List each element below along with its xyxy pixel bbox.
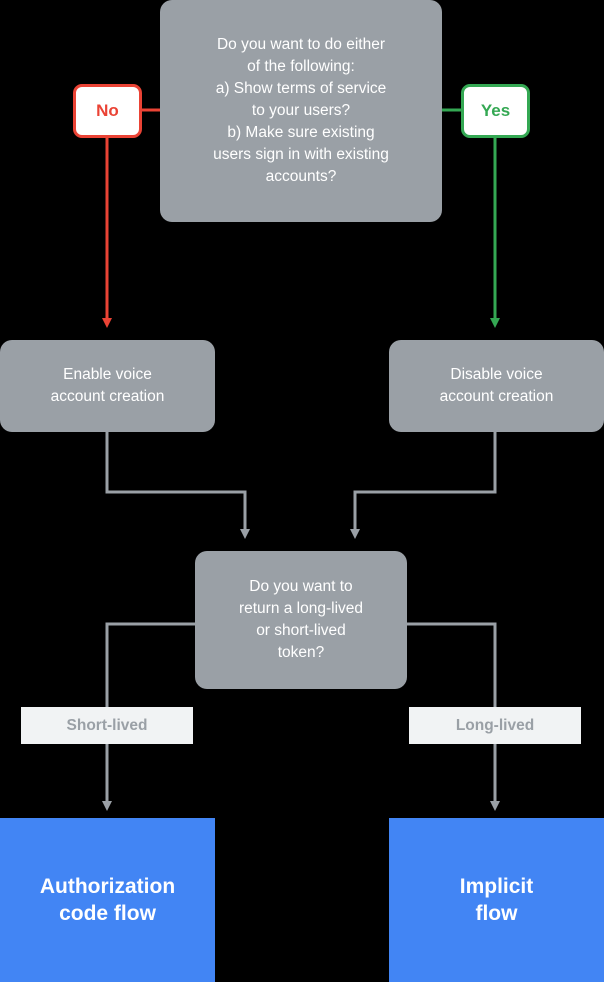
question-line: a) Show terms of service [215,80,387,97]
question-line: Do you want to do either [216,36,386,53]
question-line: to your users? [251,102,351,119]
label-long-lived-text: Long-lived [455,716,535,734]
node-top-question [160,0,442,222]
label-short-lived [21,707,193,744]
label-yes [461,84,530,138]
label-yes-text: Yes [480,101,511,120]
node-enable-voice-line1: Enable voice [63,366,152,383]
node-enable-voice-line2: account creation [50,388,165,405]
token-question-line: return a long-lived [238,600,364,617]
label-long-lived [409,707,581,744]
node-disable-voice-line1: Disable voice [450,366,543,383]
node-disable-voice-account-creation [389,340,604,432]
implicit-flow-line2: flow [475,902,518,925]
node-disable-voice-text [430,358,564,414]
label-no-text: No [96,101,119,120]
node-implicit-flow [389,818,604,982]
node-authorization-code-flow [0,818,215,982]
node-token-question [195,551,407,689]
token-question-line: Do you want to [249,578,353,595]
auth-flow-line2: code flow [59,902,156,925]
implicit-flow-line1: Implicit [459,874,534,898]
node-authorization-code-flow-text [40,873,175,928]
node-token-question-text [229,570,373,670]
token-question-line: or short-lived [256,622,346,639]
auth-flow-line1: Authorization [39,874,176,898]
label-no [73,84,142,138]
label-short-lived-text: Short-lived [66,716,148,734]
question-line: users sign in with existing [213,146,389,163]
token-question-line: token? [277,644,325,661]
node-implicit-flow-text [460,873,534,928]
question-line: accounts? [265,168,337,185]
node-enable-voice-text [41,358,175,414]
question-line: of the following: [247,58,355,75]
node-top-question-text [203,28,399,194]
node-enable-voice-account-creation [0,340,215,432]
question-line: b) Make sure existing [227,124,375,141]
node-disable-voice-line2: account creation [439,388,554,405]
